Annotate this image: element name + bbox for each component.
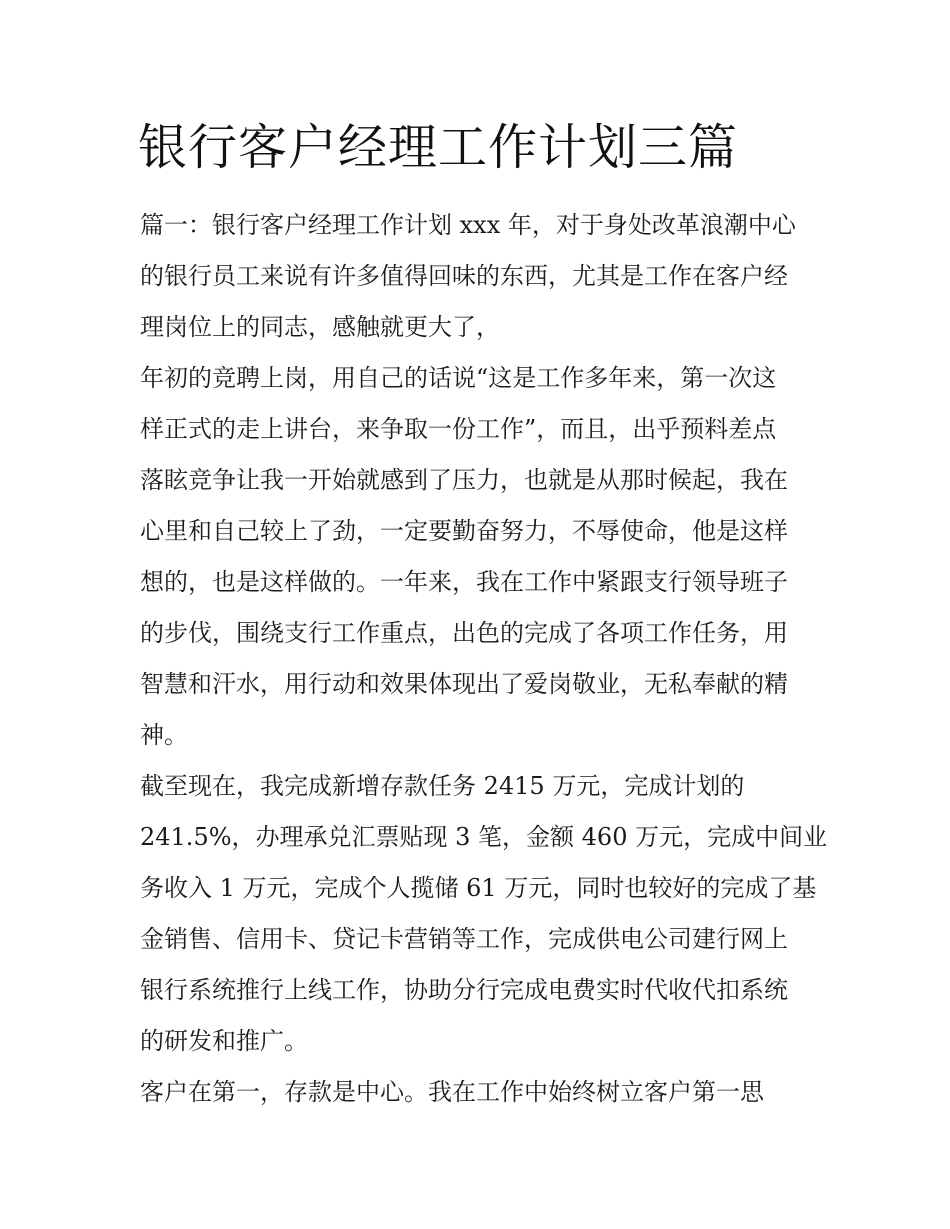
document-body bbox=[140, 200, 828, 1118]
text-line: 的步伐，围绕支行工作重点，出色的完成了各项工作任务，用 bbox=[140, 619, 788, 647]
text-line: 的银行员工来说有许多值得回味的东西，尤其是工作在客户经 bbox=[140, 262, 788, 290]
text-line: 的研发和推广。 bbox=[140, 1027, 308, 1055]
text-line: 务收入 1 万元，完成个人揽储 61 万元，同时也较好的完成了基 bbox=[140, 874, 817, 902]
text-line: 篇一：银行客户经理工作计划 xxx 年，对于身处改革浪潮中心 bbox=[140, 211, 796, 239]
text-line: 理岗位上的同志，感触就更大了， bbox=[140, 313, 500, 341]
text-line: 神。 bbox=[140, 721, 188, 749]
text-line: 年初的竞聘上岗，用自己的话说“这是工作多年来，第一次这 bbox=[140, 364, 777, 392]
text-line: 落眩竞争让我一开始就感到了压力，也就是从那时候起，我在 bbox=[140, 466, 788, 494]
text-line: 想的，也是这样做的。一年来，我在工作中紧跟支行领导班子 bbox=[140, 568, 788, 596]
text-line: 银行系统推行上线工作，协助分行完成电费实时代收代扣系统 bbox=[140, 976, 788, 1004]
text-line: 截至现在，我完成新增存款任务 2415 万元，完成计划的 bbox=[140, 772, 745, 800]
text-line: 心里和自己较上了劲，一定要勤奋努力，不辱使命，他是这样 bbox=[140, 517, 788, 545]
text-line: 智慧和汗水，用行动和效果体现出了爱岗敬业，无私奉献的精 bbox=[140, 670, 788, 698]
text-line: 241.5%，办理承兑汇票贴现 3 笔，金额 460 万元，完成中间业 bbox=[140, 823, 828, 851]
text-line: 客户在第一，存款是中心。我在工作中始终树立客户第一思 bbox=[140, 1078, 764, 1106]
document-title: 银行客户经理工作计划三篇 bbox=[138, 119, 739, 176]
text-line: 金销售、信用卡、贷记卡营销等工作，完成供电公司建行网上 bbox=[140, 925, 788, 953]
text-line: 样正式的走上讲台，来争取一份工作”，而且，出乎预料差点 bbox=[140, 415, 777, 443]
